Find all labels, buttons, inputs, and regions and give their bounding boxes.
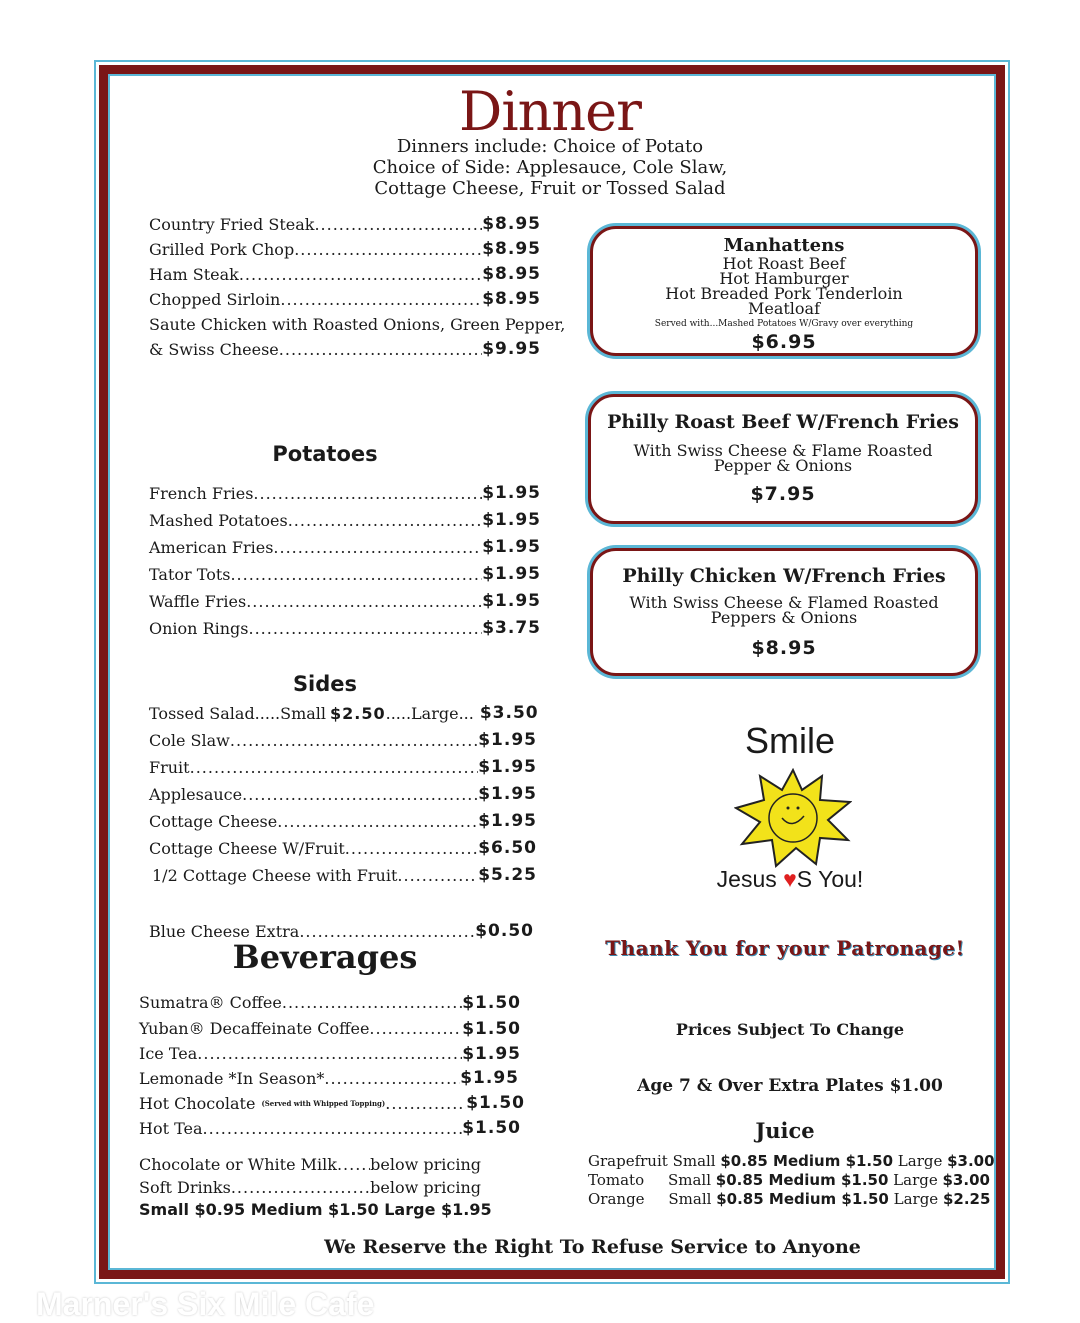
box-line: With Swiss Cheese & Flamed Roasted: [629, 593, 939, 612]
intro-line: Cottage Cheese, Fruit or Tossed Salad: [374, 178, 726, 199]
item-name: Sumatra® Coffee: [139, 993, 282, 1012]
philly-chicken-box: [590, 548, 978, 676]
smile-text: Smile: [744, 720, 836, 761]
menu-item: [149, 287, 541, 312]
salad-large-label: .....Large...: [385, 704, 474, 723]
sun-icon: [734, 768, 852, 868]
item-price: $1.95: [460, 1068, 519, 1088]
item-price: $1.50: [466, 1093, 525, 1113]
potatoes-heading: Potatoes: [272, 442, 378, 466]
size-label: Large: [893, 1152, 948, 1170]
item-name: Saute Chicken with Roasted Onions, Green Pepper,: [149, 315, 566, 334]
manhattens-box: [590, 226, 978, 356]
menu-item: [149, 312, 566, 337]
size-label: Small: [644, 1171, 716, 1189]
item-price: $1.50: [462, 1118, 521, 1138]
menu-item: [149, 862, 537, 889]
item-name: Grilled Pork Chop: [149, 240, 295, 259]
salad-large-price: $3.50: [479, 703, 539, 723]
juice-row: [588, 1190, 995, 1209]
box-line: Pepper & Onions: [713, 456, 853, 475]
juice-heading: Juice: [755, 1118, 815, 1143]
box-title: Manhattens: [723, 235, 845, 256]
item-name: Hot Chocolate: [139, 1094, 256, 1113]
item-price: $1.50: [462, 993, 521, 1013]
item-price: $1.95: [478, 730, 537, 750]
box-line: Hot Breaded Pork Tenderloin: [665, 284, 903, 303]
intro-line: Dinners include: Choice of Potato: [396, 136, 704, 157]
menu-item: [139, 990, 521, 1016]
item-name: 1/2 Cottage Cheese with Fruit: [152, 866, 398, 885]
item-name: Chopped Sirloin: [149, 290, 281, 309]
item-price: $1.95: [478, 757, 537, 777]
item-name: Blue Cheese Extra: [149, 922, 300, 941]
juice-name: Grapefruit: [588, 1152, 668, 1170]
menu-item: [149, 237, 541, 262]
item-name: Soft Drinks: [139, 1178, 231, 1197]
potatoes-list: [149, 480, 541, 642]
item-name: Applesauce: [149, 785, 243, 804]
menu-item: [149, 507, 541, 534]
size-label: Large: [888, 1171, 943, 1189]
juice-price: $0.85: [716, 1190, 764, 1208]
juice-price: $3.00: [942, 1171, 990, 1189]
box-line: With Swiss Cheese & Flame Roasted: [633, 441, 933, 460]
dinner-intro: [330, 136, 770, 199]
item-price: $1.50: [462, 1019, 521, 1039]
item-name: Tossed Salad.....Small: [149, 704, 327, 723]
dinner-list: [149, 212, 566, 362]
item-price: $3.75: [482, 618, 541, 638]
footer-note: We Reserve the Right To Refuse Service to Anyone: [324, 1236, 861, 1258]
menu-item: [139, 1176, 481, 1199]
item-price: $1.95: [482, 564, 541, 584]
item-price: $1.95: [478, 784, 537, 804]
beverages-list: [139, 990, 525, 1141]
item-price: $8.95: [482, 264, 541, 284]
drink-sizes: Small $0.95 Medium $1.50 Large $1.95: [139, 1200, 492, 1219]
menu-item: [139, 1066, 519, 1091]
item-name: Ice Tea: [139, 1044, 198, 1063]
juice-price: $1.50: [845, 1152, 894, 1170]
box-line: Hot Roast Beef: [722, 254, 846, 273]
item-name: Mashed Potatoes: [149, 511, 288, 530]
sides-heading: Sides: [292, 672, 358, 696]
juice-price: $0.85: [720, 1152, 768, 1170]
juice-price: $1.50: [841, 1190, 889, 1208]
box-note: Served with...Mashed Potatoes W/Gravy over everything: [654, 319, 914, 329]
box-line: Peppers & Onions: [710, 608, 858, 627]
item-price: $8.95: [482, 289, 541, 309]
item-price: $8.95: [482, 239, 541, 259]
watermark: Marner's Six Mile Cafe: [36, 1286, 375, 1322]
salad-small-price: $2.50: [330, 704, 386, 723]
item-name: Cottage Cheese W/Fruit: [149, 839, 345, 858]
item-price: $1.95: [482, 591, 541, 611]
sides-list: [149, 700, 537, 889]
menu-item: [149, 835, 537, 862]
menu-item: [149, 212, 541, 237]
juice-price: $0.85: [715, 1171, 764, 1189]
item-name: Chocolate or White Milk: [139, 1155, 337, 1174]
plates-note: Age 7 & Over Extra Plates $1.00: [637, 1076, 943, 1096]
juice-price: $3.00: [947, 1152, 995, 1170]
menu-item: [149, 534, 541, 561]
beverages-heading: Beverages: [232, 938, 418, 976]
item-name: French Fries: [149, 484, 254, 503]
item-note: (Served with Whipped Topping): [261, 1099, 386, 1108]
page-title: Dinner: [459, 80, 641, 143]
box-price: $6.95: [751, 331, 817, 353]
box-price: $8.95: [751, 637, 817, 659]
item-price: below pricing: [370, 1178, 481, 1197]
menu-item: [139, 1116, 521, 1141]
item-name: Yuban® Decaffeinate Coffee: [139, 1019, 370, 1038]
item-price: $0.50: [475, 921, 534, 941]
item-name: Tator Tots: [149, 565, 231, 584]
item-name: Cole Slaw: [149, 731, 230, 750]
juice-price: $1.50: [840, 1171, 889, 1189]
item-name: Waffle Fries: [149, 592, 247, 611]
box-line: Hot Hamburger: [719, 269, 849, 288]
juice-row: [588, 1152, 995, 1171]
jesus-loves-you: [680, 866, 900, 893]
philly-beef-box: [588, 394, 978, 524]
item-name: American Fries: [149, 538, 274, 557]
item-price: $1.95: [482, 510, 541, 530]
item-price: $5.25: [478, 865, 537, 885]
item-name: Ham Steak: [149, 265, 239, 284]
menu-item: [139, 1091, 525, 1116]
box-line: Meatloaf: [747, 299, 821, 318]
size-label: Small: [644, 1190, 717, 1208]
item-price: $1.95: [482, 483, 541, 503]
menu-item: [149, 781, 537, 808]
box-price: $7.95: [750, 483, 816, 505]
menu-item: [149, 337, 541, 362]
item-price: $8.95: [482, 214, 541, 234]
item-price: $1.95: [462, 1044, 521, 1064]
item-price: below pricing: [370, 1155, 481, 1174]
juice-name: Orange: [588, 1190, 645, 1208]
menu-item: [149, 561, 541, 588]
juice-price: $2.25: [942, 1190, 991, 1208]
milk-soft-list: [139, 1153, 481, 1199]
prices-note: Prices Subject To Change: [675, 1020, 905, 1039]
item-name: Onion Rings: [149, 619, 249, 638]
item-price: $9.95: [482, 339, 541, 359]
intro-line: Choice of Side: Applesauce, Cole Slaw,: [372, 157, 728, 178]
menu-item: [139, 1042, 521, 1066]
menu-item: [149, 480, 541, 507]
box-title: Philly Roast Beef W/French Fries: [607, 411, 959, 433]
item-price: $1.95: [482, 537, 541, 557]
item-name: Cottage Cheese: [149, 812, 278, 831]
menu-item: [149, 262, 541, 287]
item-name: Fruit: [149, 758, 190, 777]
item-price: $1.95: [478, 811, 537, 831]
jesus-text-end: S You!: [796, 866, 864, 892]
size-label: Medium: [763, 1190, 842, 1208]
juice-row: [588, 1171, 995, 1190]
item-name: Hot Tea: [139, 1119, 203, 1138]
thank-you-text: Thank You for your Patronage!: [605, 936, 965, 960]
juice-list: [588, 1152, 995, 1209]
heart-icon: ♥: [783, 866, 797, 892]
menu-item: [149, 615, 541, 642]
menu-item: [139, 1153, 481, 1176]
salad-item: [149, 700, 537, 727]
item-name: Lemonade *In Season*: [139, 1069, 325, 1088]
item-name: & Swiss Cheese: [149, 340, 279, 359]
menu-item: [149, 808, 537, 835]
item-name: Country Fried Steak: [149, 215, 315, 234]
menu-item: [139, 1016, 521, 1042]
size-label: Small: [667, 1152, 721, 1170]
juice-name: Tomato: [588, 1171, 645, 1189]
size-label: Medium: [767, 1152, 846, 1170]
size-label: Medium: [763, 1171, 841, 1189]
item-price: $6.50: [478, 838, 537, 858]
jesus-text: Jesus: [716, 866, 784, 892]
menu-item: [149, 727, 537, 754]
menu-item: [149, 588, 541, 615]
menu-item: [149, 754, 537, 781]
box-title: Philly Chicken W/French Fries: [622, 565, 946, 587]
size-label: Large: [888, 1190, 943, 1208]
